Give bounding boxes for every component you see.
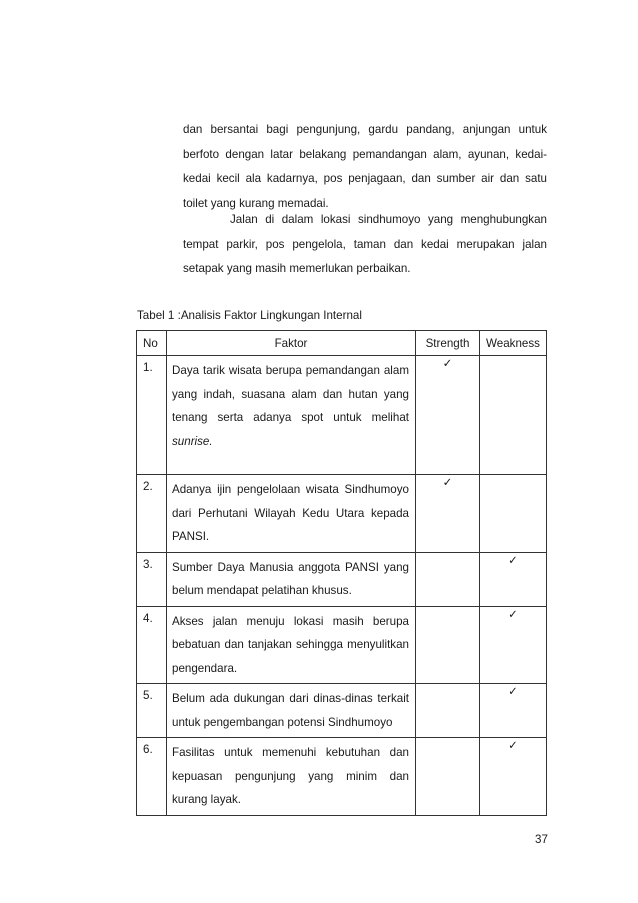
table-caption: Tabel 1 :Analisis Faktor Lingkungan Internal bbox=[137, 309, 362, 322]
header-weakness: Weakness bbox=[480, 331, 547, 356]
strength-checkmark-icon: ✓ bbox=[416, 356, 480, 475]
header-strength: Strength bbox=[416, 331, 480, 356]
header-factor: Faktor bbox=[167, 331, 416, 356]
strength-cell bbox=[416, 684, 480, 738]
weakness-cell bbox=[480, 475, 547, 553]
strength-cell bbox=[416, 606, 480, 684]
table-row bbox=[137, 552, 547, 606]
weakness-checkmark-icon: ✓ bbox=[480, 684, 547, 738]
row-number: 1. bbox=[137, 356, 167, 475]
table-row bbox=[137, 684, 547, 738]
table-row bbox=[137, 475, 547, 553]
factor-text: Daya tarik wisata berupa pemandangan alam yang indah, suasana alam dan hutan yang tenang serta adanya spot untuk melihat bbox=[172, 364, 409, 424]
strength-cell bbox=[416, 738, 480, 816]
row-number: 4. bbox=[137, 606, 167, 684]
body-paragraph-road: Jalan di dalam lokasi sindhumoyo yang menghubungkan tempat parkir, pos pengelola, taman dan kedai merupakan jalan setapak yang masih memerlukan perbaikan. bbox=[183, 213, 547, 276]
row-factor: Adanya ijin pengelolaan wisata Sindhumoyo dari Perhutani Wilayah Kedu Utara kepada PANSI. bbox=[167, 475, 416, 553]
row-factor: Akses jalan menuju lokasi masih berupa bebatuan dan tanjakan sehingga menyulitkan pengendara. bbox=[167, 606, 416, 684]
row-factor: Sumber Daya Manusia anggota PANSI yang belum mendapat pelatihan khusus. bbox=[167, 552, 416, 606]
strength-checkmark-icon: ✓ bbox=[416, 475, 480, 553]
weakness-checkmark-icon: ✓ bbox=[480, 738, 547, 816]
factor-italic-text: sunrise. bbox=[172, 434, 213, 448]
weakness-checkmark-icon: ✓ bbox=[480, 606, 547, 684]
row-number: 2. bbox=[137, 475, 167, 553]
page-number: 37 bbox=[535, 833, 548, 846]
table-row bbox=[137, 356, 547, 475]
row-factor: Belum ada dukungan dari dinas-dinas terkait untuk pengembangan potensi Sindhumoyo bbox=[167, 684, 416, 738]
body-paragraph-facilities: dan bersantai bagi pengunjung, gardu pandang, anjungan untuk berfoto dengan latar belakang pemandangan alam, ayunan, kedai-kedai kecil ala kadarnya, pos penjagaan, dan sumber air dan satu toilet yang kurang memadai. bbox=[183, 123, 547, 211]
table-row bbox=[137, 738, 547, 816]
internal-factor-table bbox=[136, 330, 547, 816]
header-no: No bbox=[137, 331, 167, 356]
weakness-cell bbox=[480, 356, 547, 475]
row-factor: Fasilitas untuk memenuhi kebutuhan dan kepuasan pengunjung yang minim dan kurang layak. bbox=[167, 738, 416, 816]
strength-cell bbox=[416, 552, 480, 606]
table-row bbox=[137, 606, 547, 684]
row-number: 6. bbox=[137, 738, 167, 816]
row-number: 3. bbox=[137, 552, 167, 606]
weakness-checkmark-icon: ✓ bbox=[480, 552, 547, 606]
row-number: 5. bbox=[137, 684, 167, 738]
row-factor bbox=[167, 356, 416, 475]
table-header-row bbox=[137, 331, 547, 356]
